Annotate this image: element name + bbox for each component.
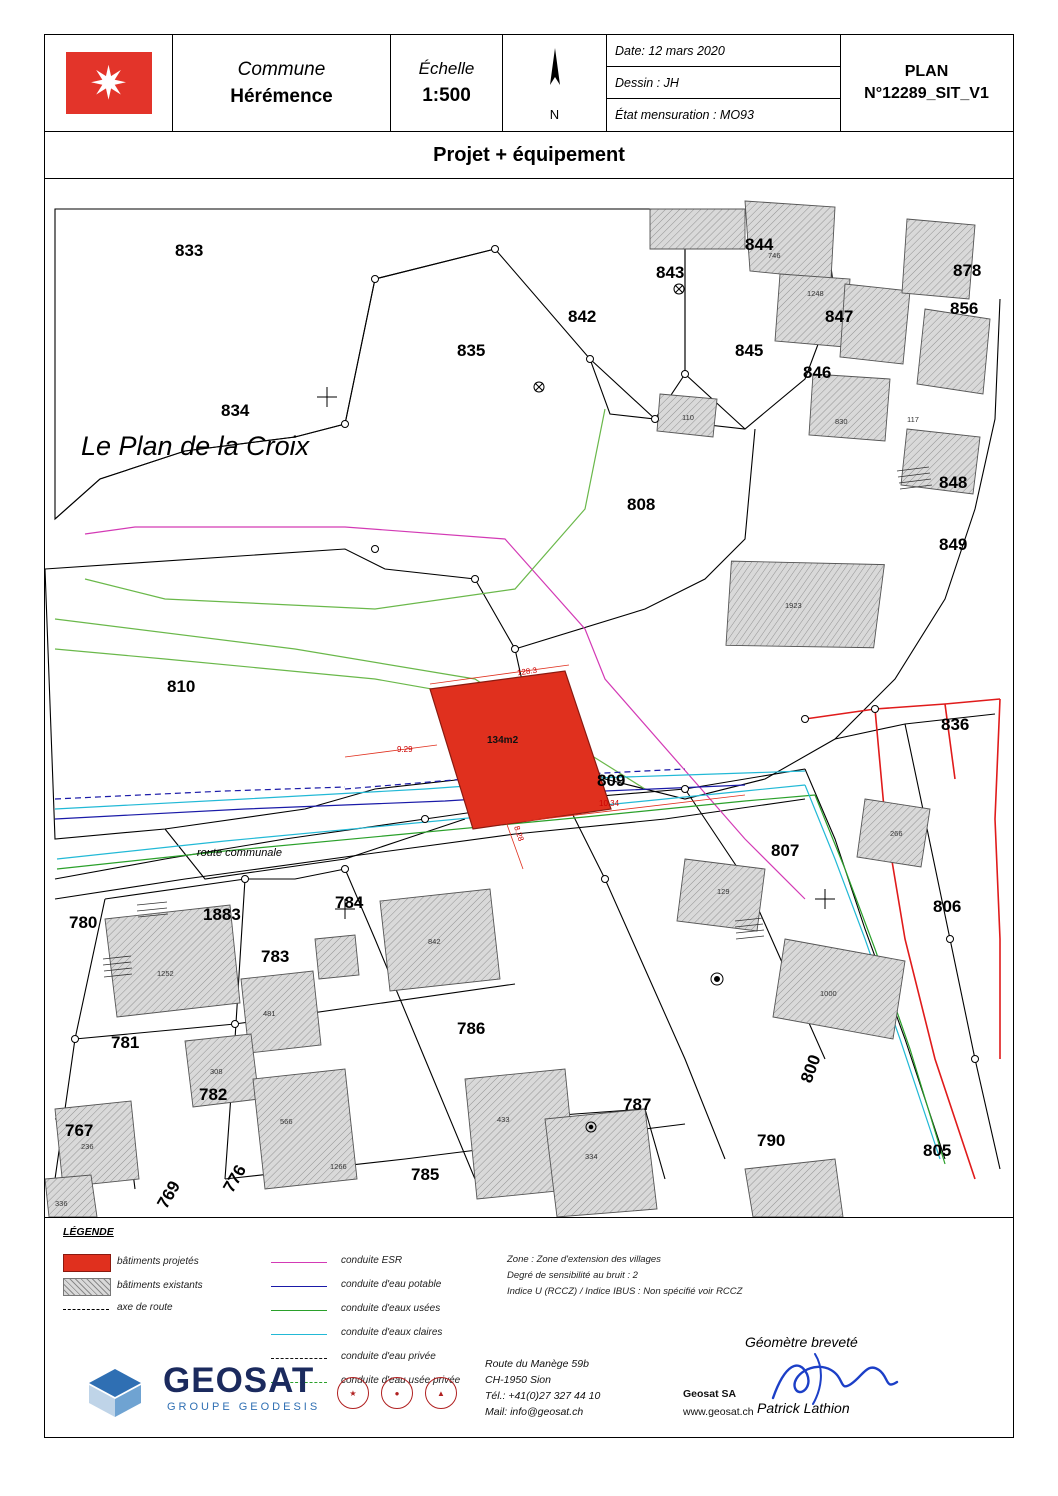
legend-symbol-existing-building xyxy=(63,1278,111,1296)
projected-building xyxy=(430,671,611,829)
parcel-label-847: 847 xyxy=(825,307,854,326)
building-label: 236 xyxy=(81,1142,94,1151)
building-label: 266 xyxy=(890,829,903,838)
building-label: 481 xyxy=(263,1009,276,1018)
parcel-label-834: 834 xyxy=(221,401,250,420)
cadastral-map[interactable] xyxy=(45,179,1013,1217)
plan-number-cell xyxy=(841,35,1012,131)
legend-label-potable-water: conduite d'eau potable xyxy=(341,1279,442,1290)
parcel-label-780: 780 xyxy=(69,913,98,932)
scale-label: Échelle xyxy=(418,59,475,78)
dimension-label: 8.28 xyxy=(512,824,526,843)
legend-symbol-road-axis xyxy=(63,1309,109,1310)
building-label: 1923 xyxy=(785,601,802,610)
metadata-cell xyxy=(607,35,841,131)
legend-label-waste-water: conduite d'eaux usées xyxy=(341,1303,441,1314)
building-label: 830 xyxy=(835,417,848,426)
parcel-label-786: 786 xyxy=(457,1019,486,1038)
parcel-label-810: 810 xyxy=(167,677,196,696)
parcel-label-842: 842 xyxy=(568,307,597,326)
geosat-subbrand: GROUPE GEODESIS xyxy=(167,1401,321,1413)
legend-label-private-water: conduite d'eau privée xyxy=(341,1351,436,1362)
legend-title: LÉGENDE xyxy=(63,1226,114,1238)
address-line-4: Mail: info@geosat.ch xyxy=(485,1406,584,1418)
parcel-label-782: 782 xyxy=(199,1085,228,1104)
north-arrow-cell xyxy=(503,35,607,131)
parcel-label-767: 767 xyxy=(65,1121,94,1140)
building-label: 334 xyxy=(585,1152,598,1161)
surveyor-title: Géomètre breveté xyxy=(745,1334,858,1350)
legend-label-projected-building: bâtiments projetés xyxy=(117,1256,199,1267)
plan-label: PLAN xyxy=(904,63,949,80)
plan-subtitle: Projet + équipement xyxy=(45,131,1013,179)
parcel-label-790: 790 xyxy=(757,1131,786,1150)
parcel-label-856: 856 xyxy=(950,299,979,318)
date-row: Date: 12 mars 2020 xyxy=(607,35,840,67)
parcel-label-846: 846 xyxy=(803,363,832,382)
commune-cell xyxy=(173,35,391,131)
building-label: 566 xyxy=(280,1117,293,1126)
project-area-label: 134m2 xyxy=(487,735,519,746)
parcel-label-783: 783 xyxy=(261,947,290,966)
parcel-label-787: 787 xyxy=(623,1095,652,1114)
zone-line-3: Indice U (RCCZ) / Indice IBUS : Non spécifié voir RCCZ xyxy=(507,1286,743,1297)
certification-badge-3: ▲ xyxy=(425,1377,457,1409)
commune-label: Commune xyxy=(237,58,326,80)
legend-label-road-axis: axe de route xyxy=(117,1302,173,1313)
dimension-label: 9.29 xyxy=(397,745,413,754)
address-line-3: Tél.: +41(0)27 327 44 10 xyxy=(485,1390,601,1402)
geosat-cube-logo-icon xyxy=(83,1361,155,1419)
legend-symbol-projected-building xyxy=(63,1254,111,1272)
scale-value: 1:500 xyxy=(422,85,471,106)
address-line-2: CH-1950 Sion xyxy=(485,1374,551,1386)
building-label: 110 xyxy=(682,413,694,422)
geosat-wordmark: GEOSAT xyxy=(163,1361,315,1400)
legend-label-existing-building: bâtiments existants xyxy=(117,1280,203,1291)
certification-badge-2: ● xyxy=(381,1377,413,1409)
parcel-label-800: 800 xyxy=(796,1052,825,1086)
drawn-by-row: Dessin : JH xyxy=(607,67,840,99)
north-label: N xyxy=(549,106,560,122)
surveyor-name: Patrick Lathion xyxy=(757,1400,850,1416)
commune-emblem-cell xyxy=(45,35,173,131)
road-name-label: route communale xyxy=(197,847,282,859)
legend-symbol-potable-water xyxy=(271,1286,327,1287)
legend-label-clear-water: conduite d'eaux claires xyxy=(341,1327,443,1338)
parcel-label-776: 776 xyxy=(219,1161,251,1196)
building-label: 1000 xyxy=(820,989,837,998)
building-label: 842 xyxy=(428,937,441,946)
parcel-label-878: 878 xyxy=(953,261,982,280)
building-label: 129 xyxy=(717,887,730,896)
address-line-1: Route du Manège 59b xyxy=(485,1358,589,1370)
parcel-label-808: 808 xyxy=(627,495,656,514)
parcel-label-833: 833 xyxy=(175,241,204,260)
valais-star-emblem-icon xyxy=(66,52,152,114)
legend-symbol-clear-water xyxy=(271,1334,327,1335)
title-block xyxy=(45,35,1013,131)
map-vector-layer xyxy=(45,179,1012,1217)
legend-symbol-esr-pipe xyxy=(271,1262,327,1263)
parcel-label-807: 807 xyxy=(771,841,800,860)
building-label: 1266 xyxy=(330,1162,347,1171)
parcel-label-809: 809 xyxy=(597,771,626,790)
dimension-label: 128.3 xyxy=(516,665,538,678)
building-label: 308 xyxy=(210,1067,223,1076)
legend-label-private-waste-water: conduite d'eau usée privée xyxy=(341,1375,461,1386)
parcel-label-843: 843 xyxy=(656,263,685,282)
building-label: 117 xyxy=(907,415,919,424)
footer-bar xyxy=(45,1345,1013,1437)
parcel-label-806: 806 xyxy=(933,897,962,916)
parcel-label-835: 835 xyxy=(457,341,486,360)
parcel-label-848: 848 xyxy=(939,473,968,492)
legend-symbol-waste-water xyxy=(271,1310,327,1311)
zone-line-1: Zone : Zone d'extension des villages xyxy=(507,1254,661,1265)
building-label: 1248 xyxy=(807,289,824,298)
parcel-label-844: 844 xyxy=(745,235,774,254)
dimension-label: 10.34 xyxy=(599,799,620,808)
star-icon: ✷ xyxy=(89,57,128,109)
company-website[interactable]: www.geosat.ch xyxy=(683,1406,754,1418)
red-parcel-boundaries xyxy=(805,699,1000,1179)
commune-name: Hérémence xyxy=(230,85,333,107)
certification-badge-1: ★ xyxy=(337,1377,369,1409)
plan-number: N°12289_SIT_V1 xyxy=(864,85,989,102)
parcel-label-836: 836 xyxy=(941,715,970,734)
building-label: 336 xyxy=(55,1199,68,1208)
parcel-label-785: 785 xyxy=(411,1165,440,1184)
zone-line-2: Degré de sensibilité au bruit : 2 xyxy=(507,1270,638,1281)
parcel-label-845: 845 xyxy=(735,341,764,360)
parcel-label-849: 849 xyxy=(939,535,968,554)
legend-label-esr-pipe: conduite ESR xyxy=(341,1255,403,1266)
parcel-label-769: 769 xyxy=(153,1177,185,1212)
north-arrow-icon xyxy=(542,45,568,105)
parcel-label-805: 805 xyxy=(923,1141,952,1160)
parcel-label-784: 784 xyxy=(335,893,364,912)
building-label: 433 xyxy=(497,1115,510,1124)
plan-frame xyxy=(44,34,1014,1438)
parcel-label-781: 781 xyxy=(111,1033,140,1052)
building-label: 1252 xyxy=(157,969,174,978)
company-name: Geosat SA xyxy=(683,1388,737,1400)
scale-cell xyxy=(391,35,503,131)
place-name-label: Le Plan de la Croix xyxy=(81,431,310,461)
building-label: 746 xyxy=(768,251,781,260)
parcel-label-1883: 1883 xyxy=(203,905,241,924)
survey-state-row: État mensuration : MO93 xyxy=(615,108,754,122)
